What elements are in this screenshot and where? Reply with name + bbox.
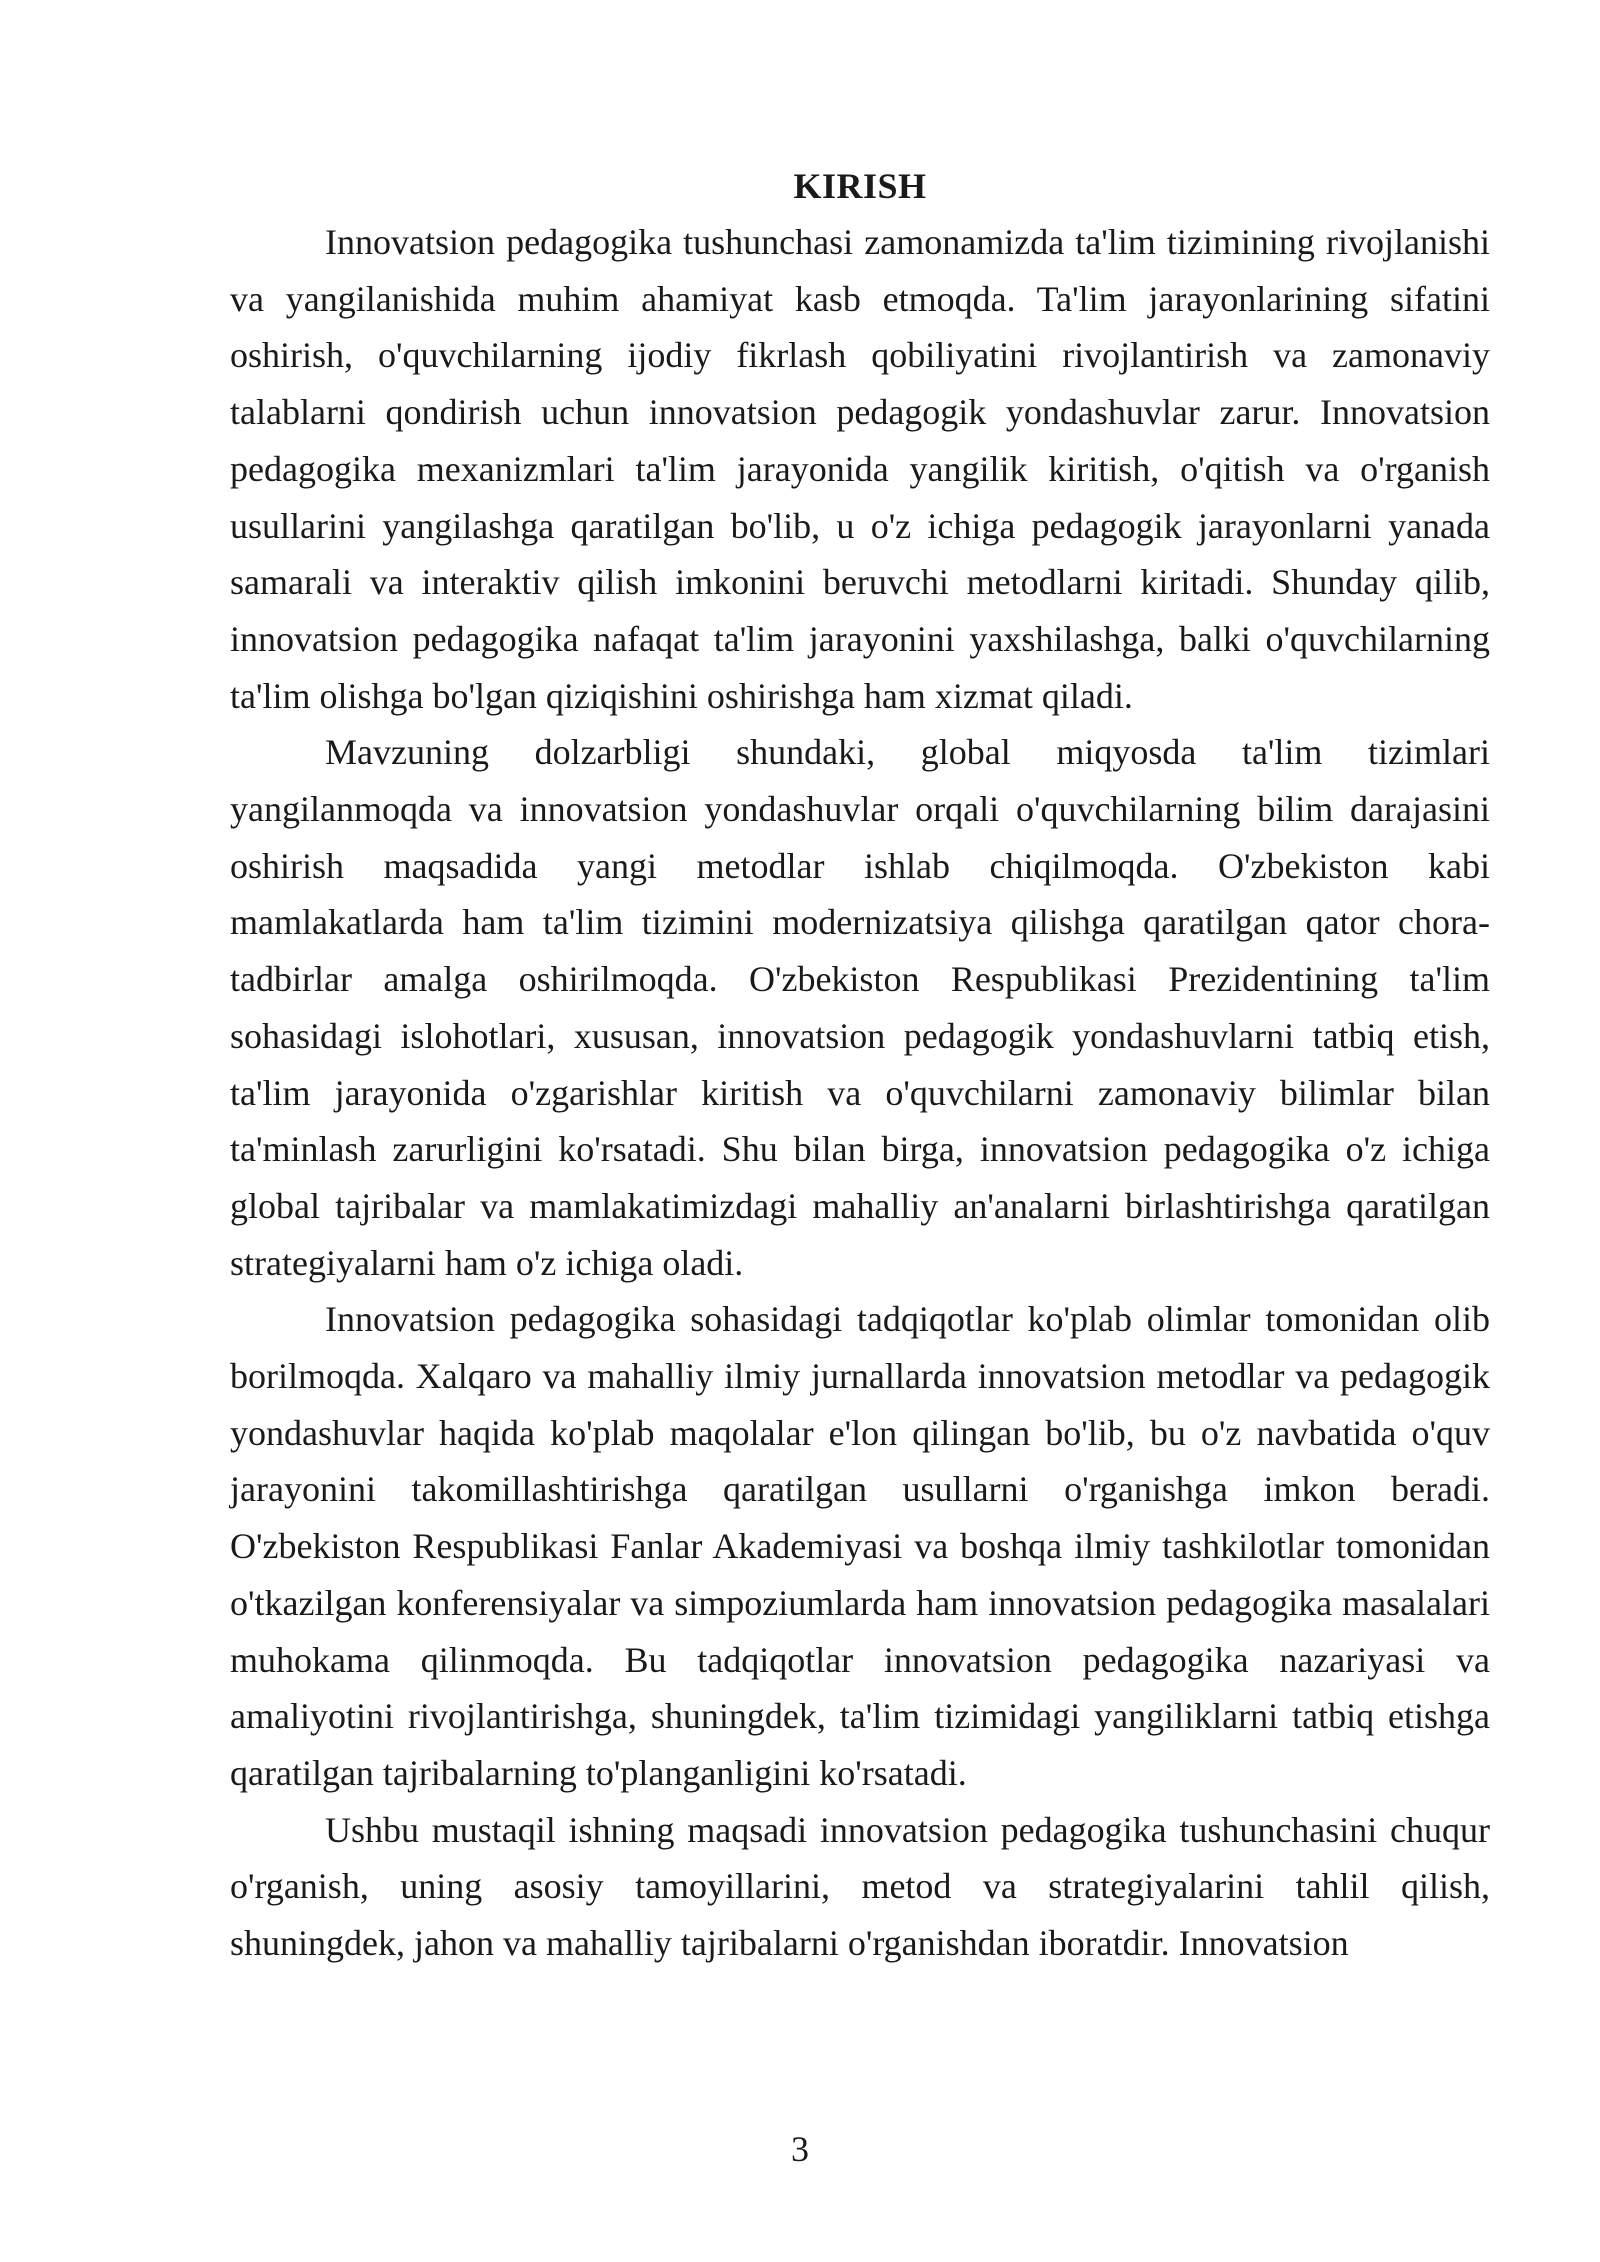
paragraph-3: Innovatsion pedagogika sohasidagi tadqiqotlar ko'plab olimlar tomonidan olib borilmoqda. Xalqaro va mahalliy ilmiy jurnallarda innovatsion metodlar va pedagogik yondashuvlar haqida ko'plab maqolalar e'lon qilingan bo'lib, bu o'z navbatida o'quv jarayonini takomillashtirishga qaratilgan usullarni o'rganishga imkon beradi. O'zbekiston Respublikasi Fanlar Akademiyasi va boshqa ilmiy tashkilotlar tomonidan o'tkazilgan konferensiyalar va simpoziumlarda ham innovatsion pedagogika masalalari muhokama qilinmoqda. Bu tadqiqotlar innovatsion pedagogika nazariyasi va amaliyotini rivojlantirishga, shuningdek, ta'lim tizimidagi yangiliklarni tatbiq etishga qaratilgan tajribalarning to'planganligini ko'rsatadi. [230,1299,1490,1793]
section-title: KIRISH [793,166,927,206]
page-number: 3 [791,2129,809,2169]
paragraph-1: Innovatsion pedagogika tushunchasi zamonamizda ta'lim tizimining rivojlanishi va yangilanishida muhim ahamiyat kasb etmoqda. Ta'lim jarayonlarining sifatini oshirish, o'quvchilarning ijodiy fikrlash qobiliyatini rivojlantirish va zamonaviy talablarni qondirish uchun innovatsion pedagogik yondashuvlar zarur. Innovatsion pedagogika mexanizmlari ta'lim jarayonida yangilik kiritish, o'qitish va o'rganish usullarini yangilashga qaratilgan bo'lib, u o'z ichiga pedagogik jarayonlarni yanada samarali va interaktiv qilish imkonini beruvchi metodlarni kiritadi. Shunday qilib, innovatsion pedagogika nafaqat ta'lim jarayonini yaxshilashga, balki o'quvchilarning ta'lim olishga bo'lgan qiziqishini oshirishga ham xizmat qiladi. [230,222,1490,716]
paragraph-2: Mavzuning dolzarbligi shundaki, global miqyosda ta'lim tizimlari yangilanmoqda va innovatsion yondashuvlar orqali o'quvchilarning bilim darajasini oshirish maqsadida yangi metodlar ishlab chiqilmoqda. O'zbekiston kabi mamlakatlarda ham ta'lim tizimini modernizatsiya qilishga qaratilgan qator chora-tadbirlar amalga oshirilmoqda. O'zbekiston Respublikasi Prezidentining ta'lim sohasidagi islohotlari, xususan, innovatsion pedagogik yondashuvlarni tatbiq etish, ta'lim jarayonida o'zgarishlar kiritish va o'quvchilarni zamonaviy bilimlar bilan ta'minlash zarurligini ko'rsatadi. Shu bilan birga, innovatsion pedagogika o'z ichiga global tajribalar va mamlakatimizdagi mahalliy an'analarni birlashtirishga qaratilgan strategiyalarni ham o'z ichiga oladi. [230,732,1490,1283]
page-body [230,165,1490,1972]
paragraph-4: Ushbu mustaqil ishning maqsadi innovatsion pedagogika tushunchasini chuqur o'rganish, uning asosiy tamoyillarini, metod va strategiyalarini tahlil qilish, shuningdek, jahon va mahalliy tajribalarni o'rganishdan iboratdir. Innovatsion [230,1809,1490,1964]
